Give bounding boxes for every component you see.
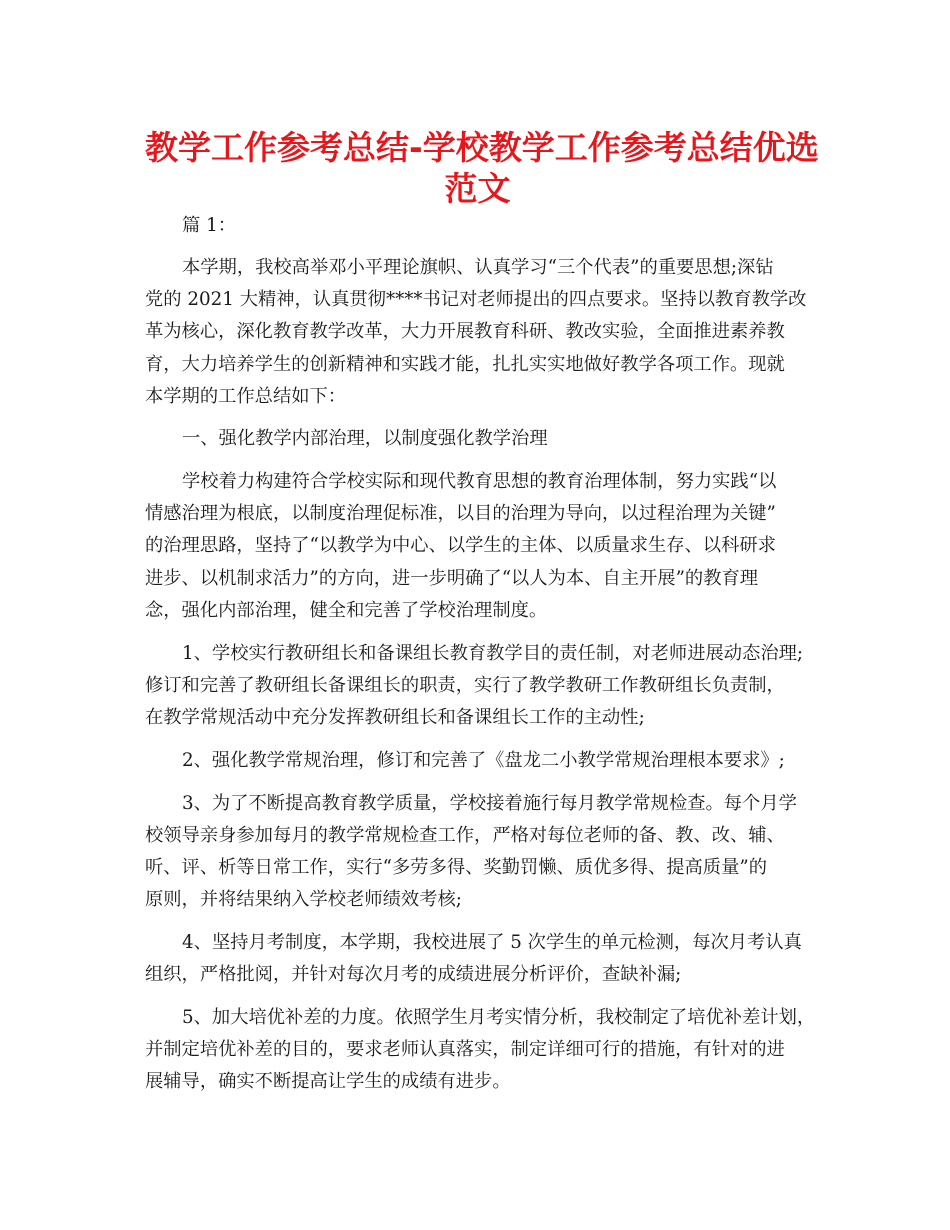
section-heading: 一、强化教学内部治理，以制度强化教学治理 bbox=[182, 428, 548, 449]
paragraph-line: 革为核心，深化教育教学改革，大力开展教育科研、教改实验，全面推进素养教 bbox=[145, 321, 785, 342]
paragraph-line: 1、学校实行教研组长和备课组长教育教学目的责任制，对老师进展动态治理; bbox=[182, 643, 804, 664]
paragraph-line: 听、评、析等日常工作，实行“多劳多得、奖勤罚懒、质优多得、提高质量”的 bbox=[145, 857, 767, 878]
paragraph-line: 在教学常规活动中充分发挥教研组长和备课组长工作的主动性; bbox=[145, 707, 645, 728]
paragraph-line: 念，强化内部治理，健全和完善了学校治理制度。 bbox=[145, 600, 548, 621]
paragraph-line: 展辅导，确实不断提高让学生的成绩有进步。 bbox=[145, 1071, 511, 1092]
paragraph-line: 修订和完善了教研组长备课组长的职责，实行了教学教研工作教研组长负责制， bbox=[145, 675, 785, 696]
paragraph-line: 学校着力构建符合学校实际和现代教育思想的教育治理体制，努力实践“以 bbox=[182, 471, 777, 492]
paragraph-line: 3、为了不断提高教育教学质量，学校接着施行每月教学常规检查。每个月学 bbox=[182, 793, 797, 814]
paragraph-line: 进步、以机制求活力”的方向，进一步明确了“以人为本、自主开展”的教育理 bbox=[145, 568, 759, 589]
paragraph-line: 4、坚持月考制度，本学期，我校进展了 5 次学生的单元检测，每次月考认真 bbox=[182, 932, 802, 953]
paragraph-line: 情感治理为根底，以制度治理促标准，以目的治理为导向，以过程治理为关键” bbox=[145, 503, 776, 524]
document-title-line-1: 教学工作参考总结-学校教学工作参考总结优选 bbox=[145, 128, 819, 167]
paragraph-line: 5、加大培优补差的力度。依照学生月考实情分析，我校制定了培优补差计划， bbox=[182, 1007, 816, 1028]
paragraph-line: 校领导亲身参加每月的教学常规检查工作，严格对每位老师的备、教、改、辅、 bbox=[145, 825, 785, 846]
paragraph-line: 组织，严格批阅，并针对每次月考的成绩进展分析评价，查缺补漏; bbox=[145, 964, 682, 985]
paragraph-line: 原则，并将结果纳入学校老师绩效考核; bbox=[145, 889, 462, 910]
paragraph-line: 的治理思路，坚持了“以教学为中心、以学生的主体、以质量求生存、以科研求 bbox=[145, 535, 776, 556]
paragraph-line: 本学期的工作总结如下： bbox=[145, 386, 347, 407]
paragraph-line: 2、强化教学常规治理，修订和完善了《盘龙二小教学常规治理根本要求》; bbox=[182, 750, 785, 771]
document-title-line-2: 范文 bbox=[444, 169, 511, 208]
paragraph-line: 育，大力培养学生的创新精神和实践才能，扎扎实实地做好教学各项工作。现就 bbox=[145, 354, 785, 375]
paragraph-line: 并制定培优补差的目的，要求老师认真落实，制定详细可行的措施，有针对的进 bbox=[145, 1039, 785, 1060]
paragraph-line: 党的 2021 大精神，认真贯彻****书记对老师提出的四点要求。坚持以教育教学改 bbox=[145, 289, 807, 310]
paragraph-line: 本学期，我校高举邓小平理论旗帜、认真学习“三个代表”的重要思想;深钻 bbox=[182, 257, 774, 278]
section-label: 篇 1： bbox=[182, 215, 237, 236]
